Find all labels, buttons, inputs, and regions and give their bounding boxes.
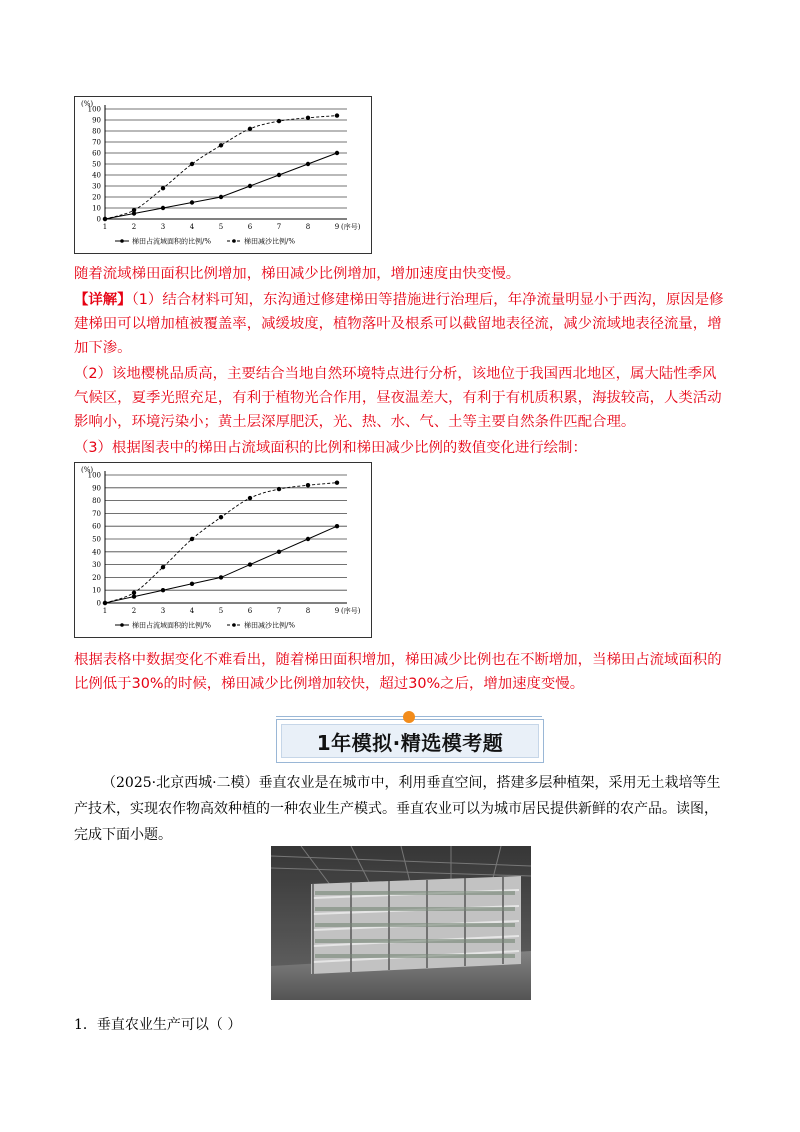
- y-tick-label: 40: [92, 171, 101, 180]
- y-tick-label: 80: [92, 497, 101, 506]
- x-tick-label: 1: [102, 223, 108, 231]
- data-point: [190, 582, 194, 586]
- data-point: [277, 173, 281, 177]
- x-tick-label: 3: [160, 607, 166, 615]
- y-tick-label: 10: [92, 586, 101, 595]
- section-banner: [276, 711, 544, 763]
- legend-marker: [232, 239, 236, 243]
- data-point: [103, 601, 107, 605]
- y-tick-label: 0: [96, 215, 101, 224]
- y-tick-label: 90: [92, 484, 101, 493]
- banner-dot-icon: [403, 711, 415, 723]
- x-tick-label: 2: [131, 607, 137, 615]
- data-point: [103, 217, 107, 221]
- data-point: [335, 524, 339, 528]
- data-point: [161, 206, 165, 210]
- question-intro: （2025·北京西城·二模）垂直农业是在城市中，利用垂直空间，搭建多层种植架，采用无土栽培等生产技术，实现农作物高效种植的一种农业生产模式。垂直农业可以为城市居民提供新鲜的农产品。读图，完成下面小题。: [74, 775, 721, 843]
- banner-inner: [281, 724, 539, 758]
- data-point: [161, 186, 165, 190]
- data-point: [306, 483, 310, 487]
- data-point: [277, 550, 281, 554]
- y-tick-label: 40: [92, 548, 101, 557]
- x-tick-label: 3: [160, 223, 166, 231]
- data-point: [248, 562, 252, 566]
- data-point: [248, 184, 252, 188]
- data-point: [132, 208, 136, 212]
- detail-tag: 【详解】: [74, 292, 132, 308]
- y-tick-label: 0: [96, 599, 101, 608]
- data-point: [335, 113, 339, 117]
- y-tick-label: 10: [92, 204, 101, 213]
- data-point: [219, 575, 223, 579]
- data-point: [248, 496, 252, 500]
- x-tick-label: 7: [276, 223, 282, 231]
- data-point: [306, 537, 310, 541]
- legend-marker: [120, 239, 124, 243]
- y-tick-label: 50: [92, 160, 101, 169]
- legend-marker: [232, 623, 236, 627]
- data-point: [248, 127, 252, 131]
- x-tick-label: 5: [218, 223, 224, 231]
- detail-paragraph-1: [74, 288, 726, 360]
- conclusion-paragraph: 根据表格中数据变化不难看出，随着梯田面积增加，梯田减少比例也在不断增加，当梯田占流域面积的比例低于30%的时候，梯田减少比例增加较快，超过30%之后，增加速度变慢。: [74, 652, 722, 692]
- y-axis-label: (%): [81, 466, 94, 474]
- detail-paragraph-2: （2）该地樱桃品质高，主要结合当地自然环境特点进行分析，该地位于我国西北地区，属大陆性季风气候区，夏季光照充足，有利于植物光合作用，昼夜温差大，有利于有机质积累，海拔较高，人类活动影响小，环境污染小；黄土层深厚肥沃，光、热、水、气、土等主要自然条件匹配合理。: [74, 366, 722, 430]
- data-point: [190, 537, 194, 541]
- y-tick-label: 90: [92, 116, 101, 125]
- legend-label: 梯田减沙比例/%: [244, 237, 296, 246]
- x-axis-label: (序号): [341, 223, 361, 231]
- data-point: [306, 162, 310, 166]
- vertical-farm-image: [271, 846, 531, 1000]
- data-point: [132, 594, 136, 598]
- data-point: [306, 116, 310, 120]
- data-point: [277, 119, 281, 123]
- detail-text-1: （1）结合材料可知，东沟通过修建梯田等措施进行治理后，年净流量明显小于西沟，原因是修建梯田可以增加植被覆盖率，减缓坡度，植物落叶及根系可以截留地表径流，减少流域地表径流量，增加下渗。: [74, 292, 724, 356]
- y-tick-label: 20: [92, 193, 101, 202]
- data-point: [277, 487, 281, 491]
- data-point: [335, 151, 339, 155]
- data-point: [161, 565, 165, 569]
- data-point: [219, 515, 223, 519]
- x-tick-label: 5: [218, 607, 224, 615]
- chart-2: [74, 462, 372, 638]
- y-tick-label: 70: [92, 509, 101, 518]
- x-tick-label: 2: [131, 223, 137, 231]
- x-tick-label: 6: [247, 607, 253, 615]
- data-point: [219, 195, 223, 199]
- x-tick-label: 1: [102, 607, 108, 615]
- y-tick-label: 20: [92, 573, 101, 582]
- data-point: [132, 591, 136, 595]
- legend-label: 梯田占流域面积的比例/%: [132, 237, 212, 246]
- x-tick-label: 6: [247, 223, 253, 231]
- y-axis-label: (%): [81, 100, 94, 108]
- y-tick-label: 80: [92, 127, 101, 136]
- y-tick-label: 30: [92, 561, 101, 570]
- chart-2-svg: [75, 463, 371, 637]
- answer-line-1: 随着流域梯田面积比例增加，梯田减少比例增加，增加速度由快变慢。: [74, 266, 521, 282]
- data-point: [161, 588, 165, 592]
- x-tick-label: 8: [305, 607, 311, 615]
- detail-paragraph-3: （3）根据图表中的梯田占流域面积的比例和梯田减少比例的数值变化进行绘制：: [74, 440, 587, 456]
- y-tick-label: 30: [92, 182, 101, 191]
- legend-marker: [120, 623, 124, 627]
- banner-frame: [276, 719, 544, 763]
- y-tick-label: 70: [92, 138, 101, 147]
- y-tick-label: 60: [92, 149, 101, 158]
- y-tick-label: 100: [87, 105, 101, 114]
- legend-label: 梯田减沙比例/%: [244, 621, 296, 630]
- y-tick-label: 100: [87, 471, 101, 480]
- x-tick-label: 4: [189, 607, 195, 615]
- x-tick-label: 7: [276, 607, 282, 615]
- legend-label: 梯田占流域面积的比例/%: [132, 621, 212, 630]
- x-tick-label: 9: [334, 607, 340, 615]
- y-tick-label: 60: [92, 522, 101, 531]
- banner-title: 1年模拟·精选模考题: [316, 730, 504, 755]
- data-point: [190, 200, 194, 204]
- chart-1-svg: [75, 97, 371, 253]
- y-tick-label: 50: [92, 535, 101, 544]
- data-point: [335, 480, 339, 484]
- x-tick-label: 4: [189, 223, 195, 231]
- data-point: [219, 143, 223, 147]
- question-1: 1．垂直农业生产可以（ ）: [74, 1017, 242, 1033]
- x-axis-label: (序号): [341, 607, 361, 615]
- x-tick-label: 9: [334, 223, 340, 231]
- x-tick-label: 8: [305, 223, 311, 231]
- data-point: [190, 162, 194, 166]
- chart-1: [74, 96, 372, 254]
- vertical-farm-photo: [271, 846, 531, 1000]
